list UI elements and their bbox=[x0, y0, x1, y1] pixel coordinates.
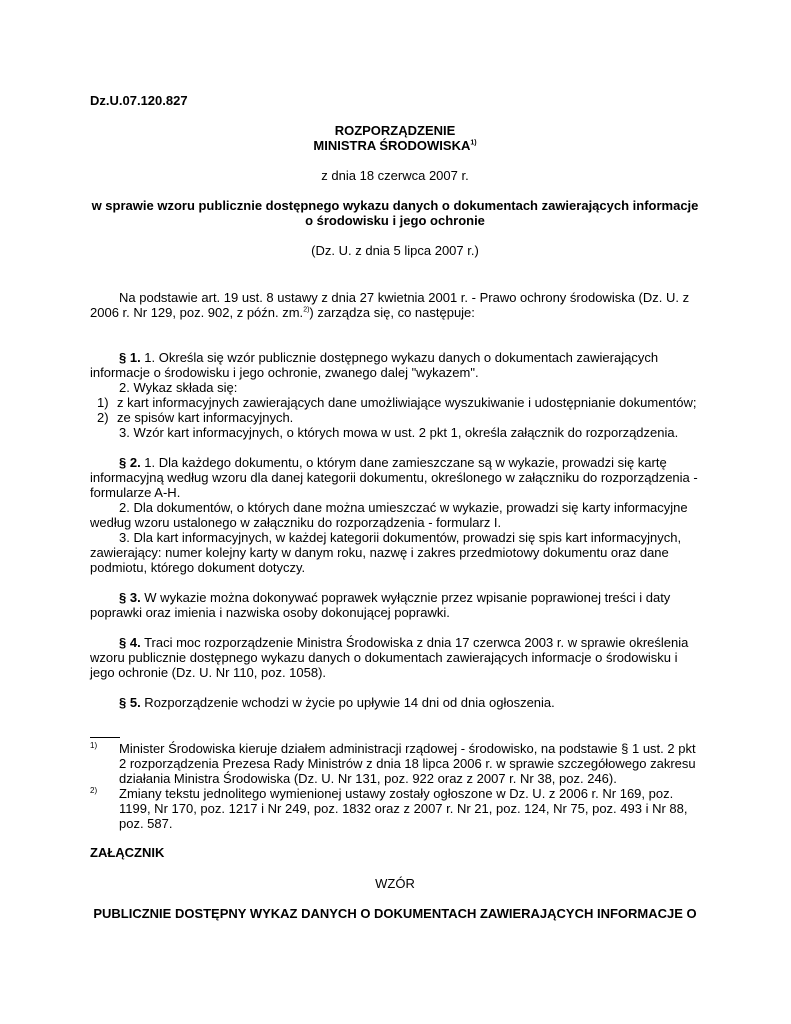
section-5: § 5. Rozporządzenie wchodzi w życie po upływie 14 dni od dnia ogłoszenia. bbox=[119, 695, 555, 710]
footnote-2-line-2: 1199, Nr 170, poz. 1217 i Nr 249, poz. 1832 oraz z 2007 r. Nr 21, poz. 124, Nr 75, poz. 493 i Nr 88, bbox=[119, 801, 688, 816]
title-line-2: MINISTRA ŚRODOWISKA$^{1)}$ bbox=[313, 138, 477, 153]
section-2-par-2-line-1: 2. Dla dokumentów, o których dane można umieszczać w wykazie, prowadzi się karty informacyjne bbox=[119, 500, 688, 515]
title-line-1: ROZPORZĄDZENIE bbox=[334, 123, 456, 138]
doc-reference: Dz.U.07.120.827 bbox=[90, 93, 188, 108]
section-2-par-3-line-1: 3. Dla kart informacyjnych, w każdej kategorii dokumentów, prowadzi się spis kart informacyjnych, bbox=[119, 530, 682, 545]
section-2-par-2-line-2: według wzoru ustalonego w załączniku do rozporządzenia - formularz I. bbox=[90, 515, 502, 530]
section-3-line-1: § 3. W wykazie można dokonywać poprawek wyłącznie przez wpisanie poprawionej treści i daty bbox=[119, 590, 671, 605]
section-3-line-2: poprawki oraz imienia i nazwiska osoby dokonującej poprawki. bbox=[90, 605, 450, 620]
section-1-mark: § 1. bbox=[119, 350, 141, 365]
section-2-par-3-line-3: podmiotu, którego dokument dotyczy. bbox=[90, 560, 306, 575]
preamble-line-1: Na podstawie art. 19 ust. 8 ustawy z dnia 27 kwietnia 2001 r. - Prawo ochrony środowiska (Dz. U. z bbox=[119, 290, 690, 305]
section-4-line-2: wzoru publicznie dostępnego wykazu danych o dokumentach zawierających informacje o środowisku i bbox=[90, 650, 678, 665]
section-1-par-1-line-1: § 1. 1. Określa się wzór publicznie dostępnego wykazu danych o dokumentach zawierających bbox=[119, 350, 659, 365]
date-line: z dnia 18 czerwca 2007 r. bbox=[321, 168, 469, 183]
preamble-line-2: 2006 r. Nr 129, poz. 902, z późn. zm.$^{2)}$) zarządza się, co następuje: bbox=[90, 305, 475, 320]
footnote-2-line-1: Zmiany tekstu jednolitego wymienionej ustawy zostały ogłoszone w Dz. U. z 2006 r. Nr 169, poz. bbox=[119, 786, 674, 801]
section-2-par-1-line-1: § 2. 1. Dla każdego dokumentu, o którym dane zamieszczane są w wykazie, prowadzi się kartę bbox=[119, 455, 667, 470]
section-1-par-2: 2. Wykaz składa się: bbox=[119, 380, 238, 395]
footnote-2-mark: 2) bbox=[90, 786, 98, 795]
section-5-mark: § 5. bbox=[119, 695, 141, 710]
section-1-item-1: 1) z kart informacyjnych zawierających dane umożliwiające wyszukiwanie i udostępnianie dokumentów; bbox=[97, 395, 697, 410]
section-3-mark: § 3. bbox=[119, 590, 141, 605]
subject-line-2: o środowisku i jego ochronie bbox=[305, 213, 485, 228]
footnote-1-line-2: 2 rozporządzenia Prezesa Rady Ministrów z dnia 18 lipca 2006 r. w sprawie szczegółowego zakresu bbox=[119, 756, 696, 771]
footnote-separator bbox=[90, 737, 120, 738]
footnote-ref-2[interactable]: 2) bbox=[303, 306, 310, 314]
section-2-par-1-line-2: informacyjną według wzoru dla danej kategorii dokumentu, określonego w załączniku do rozporządzenia - bbox=[90, 470, 698, 485]
footnote-2-line-3: poz. 587. bbox=[119, 816, 173, 831]
footnote-1-line-1: Minister Środowiska kieruje działem administracji rządowej - środowisko, na podstawie § 1 ust. 2 pkt bbox=[119, 741, 696, 756]
annex-title: PUBLICZNIE DOSTĘPNY WYKAZ DANYCH O DOKUMENTACH ZAWIERAJĄCYCH INFORMACJE O bbox=[93, 906, 697, 921]
section-1-par-3: 3. Wzór kart informacyjnych, o których mowa w ust. 2 pkt 1, określa załącznik do rozporządzenia. bbox=[119, 425, 679, 440]
annex-wzor: WZÓR bbox=[375, 876, 415, 891]
footnote-1-mark: 1) bbox=[90, 741, 98, 750]
annex-heading: ZAŁĄCZNIK bbox=[90, 845, 165, 860]
section-2-par-1-line-3: formularze A-H. bbox=[90, 485, 181, 500]
section-4-line-1: § 4. Traci moc rozporządzenie Ministra Środowiska z dnia 17 czerwca 2003 r. w sprawie określenia bbox=[119, 635, 689, 650]
section-4-line-3: jego ochronie (Dz. U. Nr 110, poz. 1058). bbox=[90, 665, 327, 680]
subject-line-1: w sprawie wzoru publicznie dostępnego wykazu danych o dokumentach zawierających informacje bbox=[91, 198, 699, 213]
section-1-par-1-line-2: informacje o środowisku i jego ochronie, zwanego dalej "wykazem". bbox=[90, 365, 479, 380]
publication-reference: (Dz. U. z dnia 5 lipca 2007 r.) bbox=[311, 243, 479, 258]
section-1-item-2: 2) ze spisów kart informacyjnych. bbox=[97, 410, 294, 425]
section-2-par-3-line-2: zawierający: numer kolejny karty w danym roku, nazwę i zakres przedmiotowy dokumentu oraz dane bbox=[90, 545, 669, 560]
footnote-ref-1[interactable]: 1) bbox=[470, 139, 477, 147]
section-4-mark: § 4. bbox=[119, 635, 141, 650]
footnote-1-line-3: działania Ministra Środowiska (Dz. U. Nr 131, poz. 922 oraz z 2007 r. Nr 38, poz. 246). bbox=[119, 771, 617, 786]
section-2-mark: § 2. bbox=[119, 455, 141, 470]
